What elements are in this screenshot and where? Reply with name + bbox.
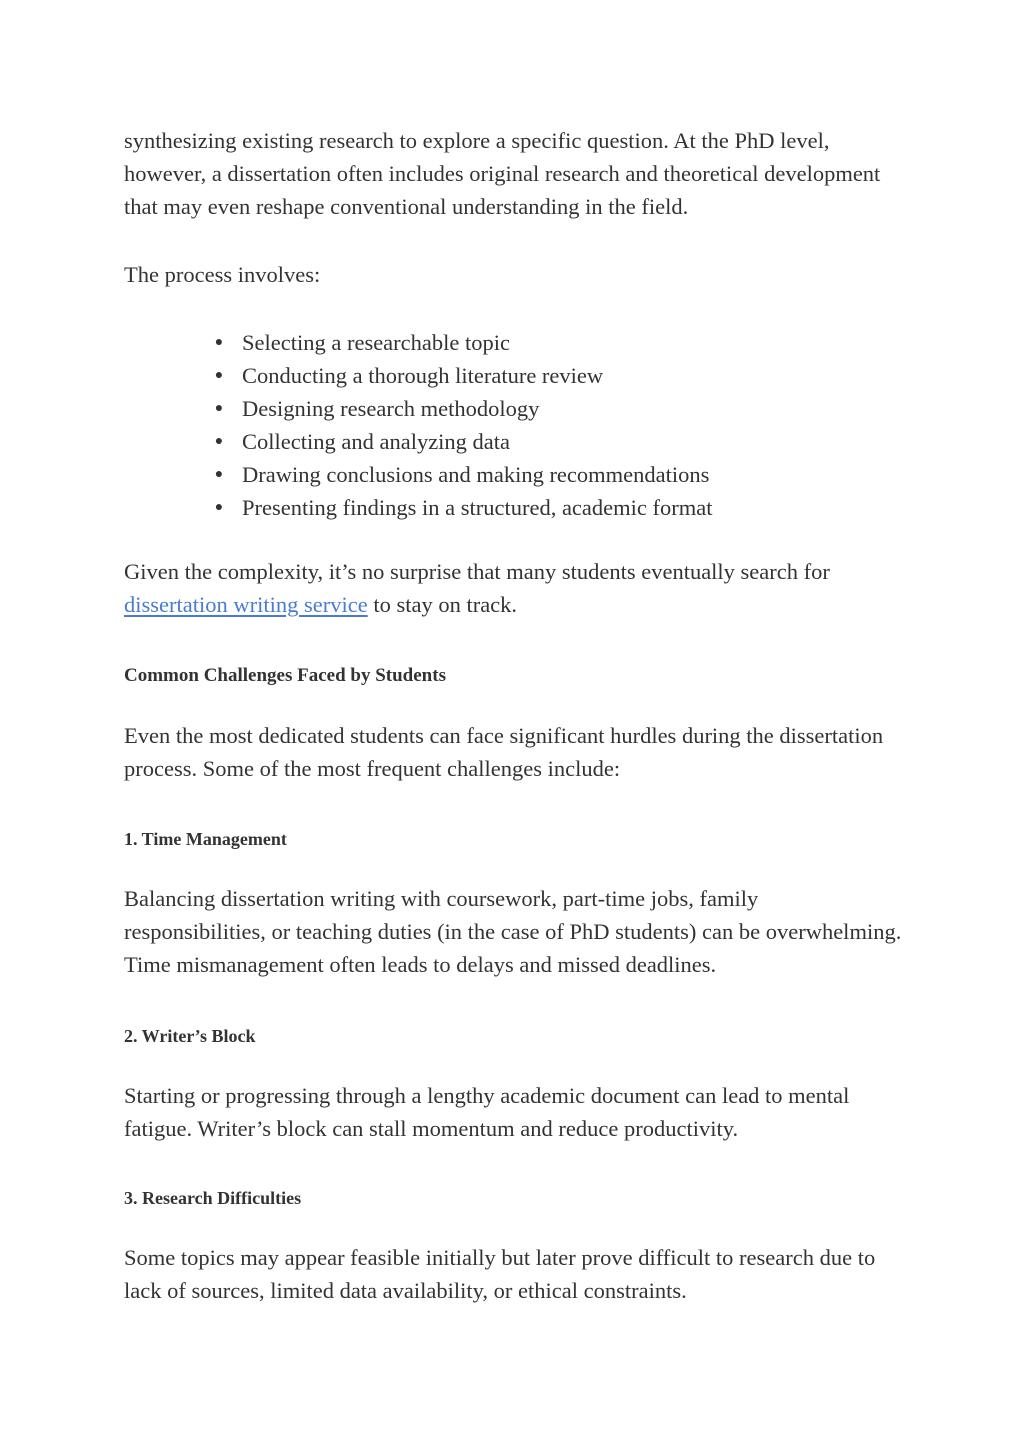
list-item-text: Conducting a thorough literature review	[242, 363, 604, 388]
list-item	[214, 326, 904, 359]
list-item-text: Presenting findings in a structured, academic format	[242, 495, 713, 520]
document-page	[124, 124, 904, 1307]
intro-paragraph: synthesizing existing research to explore a specific question. At the PhD level, however, a dissertation often includes original research and theoretical development that may even reshape conventional understanding in the field.	[124, 128, 881, 219]
list-item-text: Selecting a researchable topic	[242, 330, 510, 355]
process-heading: The process involves:	[124, 262, 321, 287]
challenge-text-time-management: Balancing dissertation writing with coursework, part-time jobs, family responsibilities, or teaching duties (in the case of PhD students) can be overwhelming. Time mismanagement often leads to delays and missed deadlines.	[124, 886, 902, 977]
list-item	[214, 425, 904, 458]
list-item-text: Designing research methodology	[242, 396, 540, 421]
bullet-icon: ●	[214, 335, 224, 350]
challenges-intro: Even the most dedicated students can face significant hurdles during the dissertation process. Some of the most frequent challenges include:	[124, 723, 884, 781]
challenge-title-research-difficulties: 3. Research Difficulties	[124, 1188, 302, 1208]
challenge-text-writers-block: Starting or progressing through a lengthy academic document can lead to mental fatigue. Writer’s block can stall momentum and reduce productivity.	[124, 1083, 850, 1141]
list-item	[214, 458, 904, 491]
list-item	[214, 491, 904, 524]
complexity-text-before: Given the complexity, it’s no surprise that many students eventually search for	[124, 559, 830, 584]
bullet-icon: ●	[214, 500, 224, 515]
challenge-title-writers-block: 2. Writer’s Block	[124, 1026, 256, 1046]
complexity-text-after: to stay on track.	[367, 592, 518, 617]
bullet-icon: ●	[214, 434, 224, 449]
challenges-heading: Common Challenges Faced by Students	[124, 665, 446, 686]
list-item	[214, 359, 904, 392]
dissertation-service-link[interactable]: dissertation writing service	[124, 592, 368, 617]
process-list	[124, 326, 904, 524]
list-item-text: Drawing conclusions and making recommendations	[242, 462, 710, 487]
bullet-icon: ●	[214, 368, 224, 383]
bullet-icon: ●	[214, 401, 224, 416]
complexity-paragraph	[124, 555, 904, 621]
list-item-text: Collecting and analyzing data	[242, 429, 511, 454]
bullet-icon: ●	[214, 467, 224, 482]
challenge-text-research-difficulties: Some topics may appear feasible initially but later prove difficult to research due to lack of sources, limited data availability, or ethical constraints.	[124, 1245, 876, 1303]
list-item	[214, 392, 904, 425]
challenge-title-time-management: 1. Time Management	[124, 829, 287, 849]
